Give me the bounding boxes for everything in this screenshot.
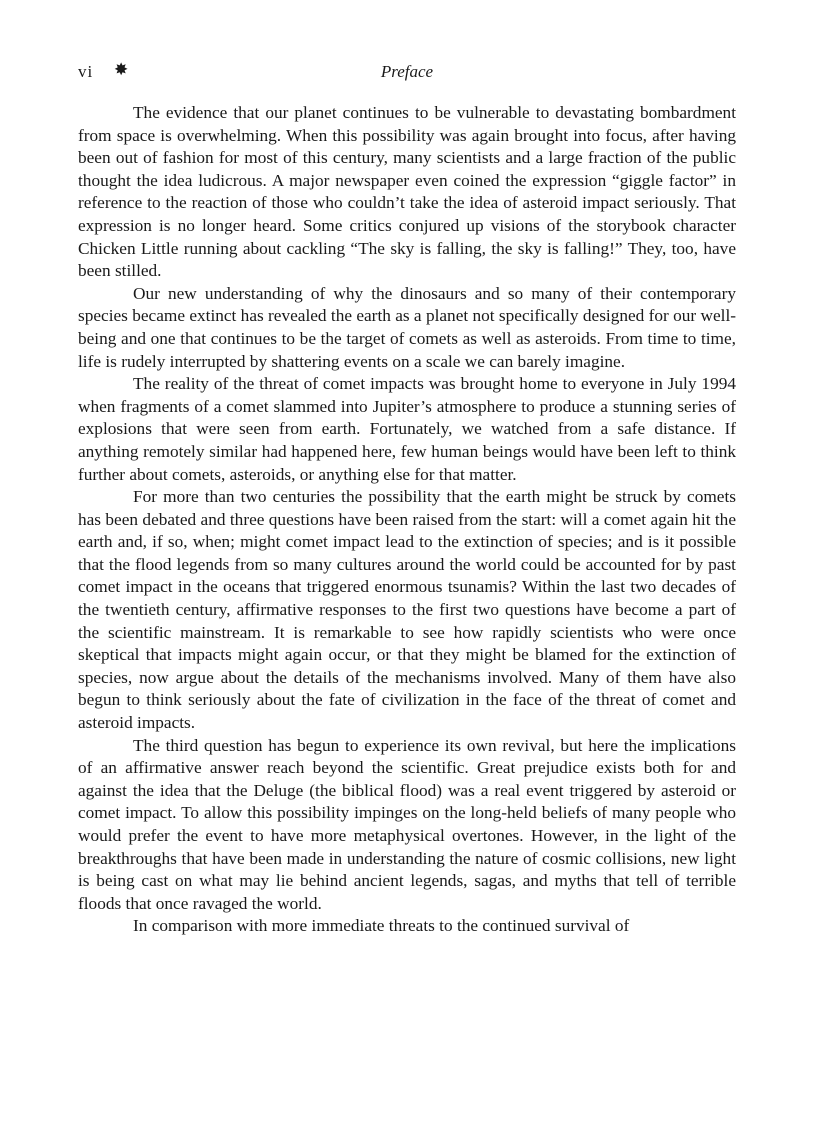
paragraph-2: Our new understanding of why the dinosaurs and so many of their contemporary species became extinct has revealed the earth as a planet not specifically designed for our well-being and one that continues to be the target of comets as well as asteroids. From time to time, life is rudely interrupted by shattering events on a scale we can barely imagine.: [78, 283, 736, 371]
paragraph-3: The reality of the threat of comet impacts was brought home to everyone in July 1994 when fragments of a comet slammed into Jupiter’s atmosphere to produce a stunning series of explosions that were seen from earth. Fortunately, we watched from a safe distance. If anything remotely similar had happened here, few human beings would have been left to think further about comets, asteroids, or anything else for that matter.: [78, 374, 736, 484]
paragraph-4: For more than two centuries the possibility that the earth might be struck by comets has been debated and three questions have been raised from the start: will a comet again hit the earth and, if so, when; might comet impact lead to the extinction of species; and is it possible that the flood legends from so many cultures around the world could be accounted for by past comet impact in the oceans that triggered enormous tsunamis? Within the last two decades of the twentieth century, affirmative responses to the first two questions have become a part of the scientific mainstream. It is remarkable to see how rapidly scientists who were once skeptical that impacts might again occur, or that they might be blamed for the extinction of species, now argue about the details of the mechanisms involved. Many of them have also begun to think seriously about the fate of civilization in the face of the threat of comet and asteroid impacts.: [78, 487, 736, 733]
book-page: [78, 58, 736, 938]
paragraph-5: The third question has begun to experience its own revival, but here the implications of an affirmative answer reach beyond the scientific. Great prejudice exists both for and against the idea that the Deluge (the biblical flood) was a real event triggered by asteroid or comet impact. To allow this possibility impinges on the long-held beliefs of many people who would prefer the event to have more metaphysical overtones. However, in the light of the breakthroughs that have been made in understanding the nature of cosmic collisions, new light is being cast on what may lie behind ancient legends, sagas, and myths that tell of terrible floods that once ravaged the world.: [78, 735, 736, 913]
page-number: vi: [78, 62, 94, 81]
running-title: Preface: [380, 62, 434, 81]
body-text: [78, 102, 736, 938]
asterisk-ornament-icon: ✸: [114, 60, 129, 79]
paragraph-6: In comparison with more immediate threats to the continued survival of: [133, 916, 630, 936]
running-head: [78, 58, 736, 86]
paragraph-1: The evidence that our planet continues to be vulnerable to devastating bombardment from space is overwhelming. When this possibility was again brought into focus, after having been out of fashion for most of this century, many scientists and a large fraction of the public thought the idea ludicrous. A major newspaper even coined the expression “giggle factor” in reference to the reaction of those who couldn’t take the idea of asteroid impact seriously. That expression is no longer heard. Some critics conjured up visions of the storybook character Chicken Little running about cackling “The sky is falling, the sky is falling!” They, too, have been stilled.: [78, 103, 736, 281]
